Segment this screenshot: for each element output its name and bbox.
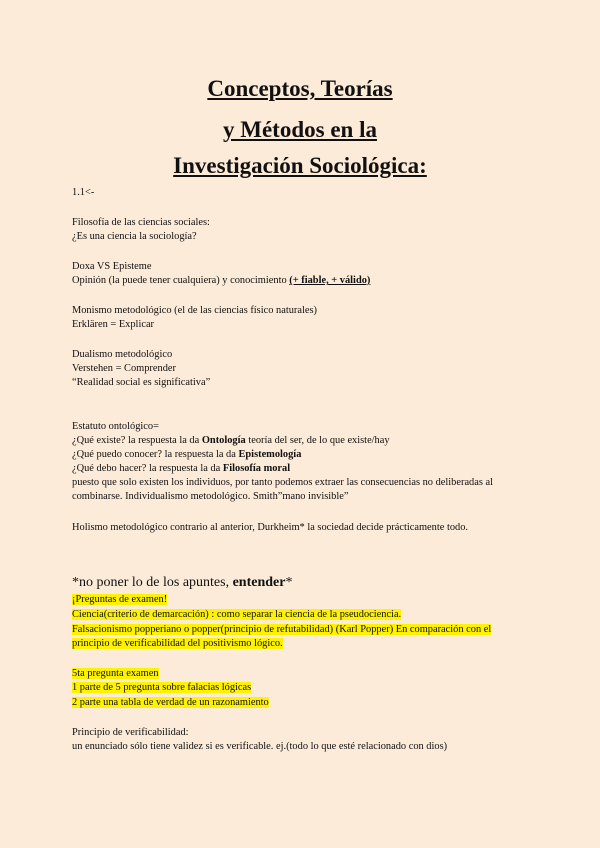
verificabilidad-heading: Principio de verificabilidad: [72,727,189,738]
pregunta5-line-1 [72,667,159,681]
nota-c: * [285,575,293,590]
doxa-bold: (+ fiable, + válido) [289,275,371,286]
title-line-2: y Métodos en la [223,117,377,142]
pregunta5-l3-text: 2 parte una tabla de verdad de un razonamiento [72,697,269,708]
estatuto-line-6: combinarse. Individualismo metodológico. Smith”mano invisible” [72,491,349,502]
monismo-line: Erklären = Explicar [72,319,155,330]
estatuto-line-5: puesto que solo existen los individuos, por tanto podemos extraer las consecuencias no deliberadas al [72,477,494,488]
examen-line-2 [72,608,401,622]
pregunta5-l1-text: 5ta pregunta examen [72,668,159,679]
dualismo-heading: Dualismo metodológico [72,349,173,360]
estatuto-moral [72,462,290,476]
doxa-heading: Doxa VS Episteme [72,261,152,272]
ontologia-q: ¿Qué existe? la respuesta la da [72,435,202,446]
doxa-line [72,274,370,288]
nota-line [72,574,292,592]
filosofia-heading: Filosofía de las ciencias sociales: [72,217,210,228]
examen-line-4 [72,637,283,651]
section-number: 1.1<- [72,187,95,198]
pregunta5-line-3 [72,696,269,710]
examen-line-3 [72,623,491,637]
ontologia-term: Ontología [201,435,246,446]
dualismo-line-1: Verstehen = Comprender [72,363,176,374]
examen-line-3-text: Falsacionismo popperiano o popper(principio de refutabilidad) (Karl Popper) En comparación con el [72,624,492,635]
estatuto-heading: Estatuto ontológico= [72,421,159,432]
holismo-line: Holismo metodológico contrario al anterior, Durkheim* la sociedad decide prácticamente todo. [72,522,469,533]
epistemologia-term: Epistemología [238,449,302,460]
verificabilidad-line: un enunciado sólo tiene validez si es verificable. ej.(todo lo que esté relacionado con dios) [72,741,448,752]
pregunta5-line-2 [72,681,251,695]
estatuto-ontologia [72,434,390,448]
examen-heading [72,593,167,607]
examen-line-2-text: Ciencia(criterio de demarcación) : como separar la ciencia de la pseudociencia. [72,609,402,620]
moral-term: Filosofía moral [222,463,291,474]
nota-b: entender [232,575,286,590]
examen-line-4-text: principio de verificabilidad del positivismo lógico. [72,638,283,649]
ontologia-def: teoría del ser, de lo que existe/hay [245,435,390,446]
filosofia-question: ¿Es una ciencia la sociología? [72,231,197,242]
examen-heading-text: ¡Preguntas de examen! [72,594,168,605]
dualismo-line-2: “Realidad social es significativa” [72,377,211,388]
nota-a: *no poner lo de los apuntes, [72,575,233,590]
pregunta5-l2-text: 1 parte de 5 pregunta sobre falacias lógicas [72,682,252,693]
title-line-3: Investigación Sociológica: [173,153,427,178]
estatuto-epistemologia [72,448,301,462]
doxa-text: Opinión (la puede tener cualquiera) y conocimiento [72,275,290,286]
monismo-heading: Monismo metodológico (el de las ciencias físico naturales) [72,305,317,316]
title-line-1: Conceptos, Teorías [207,76,393,101]
epistemologia-q: ¿Qué puedo conocer? la respuesta la da [72,449,239,460]
moral-q: ¿Qué debo hacer? la respuesta la da [72,463,223,474]
